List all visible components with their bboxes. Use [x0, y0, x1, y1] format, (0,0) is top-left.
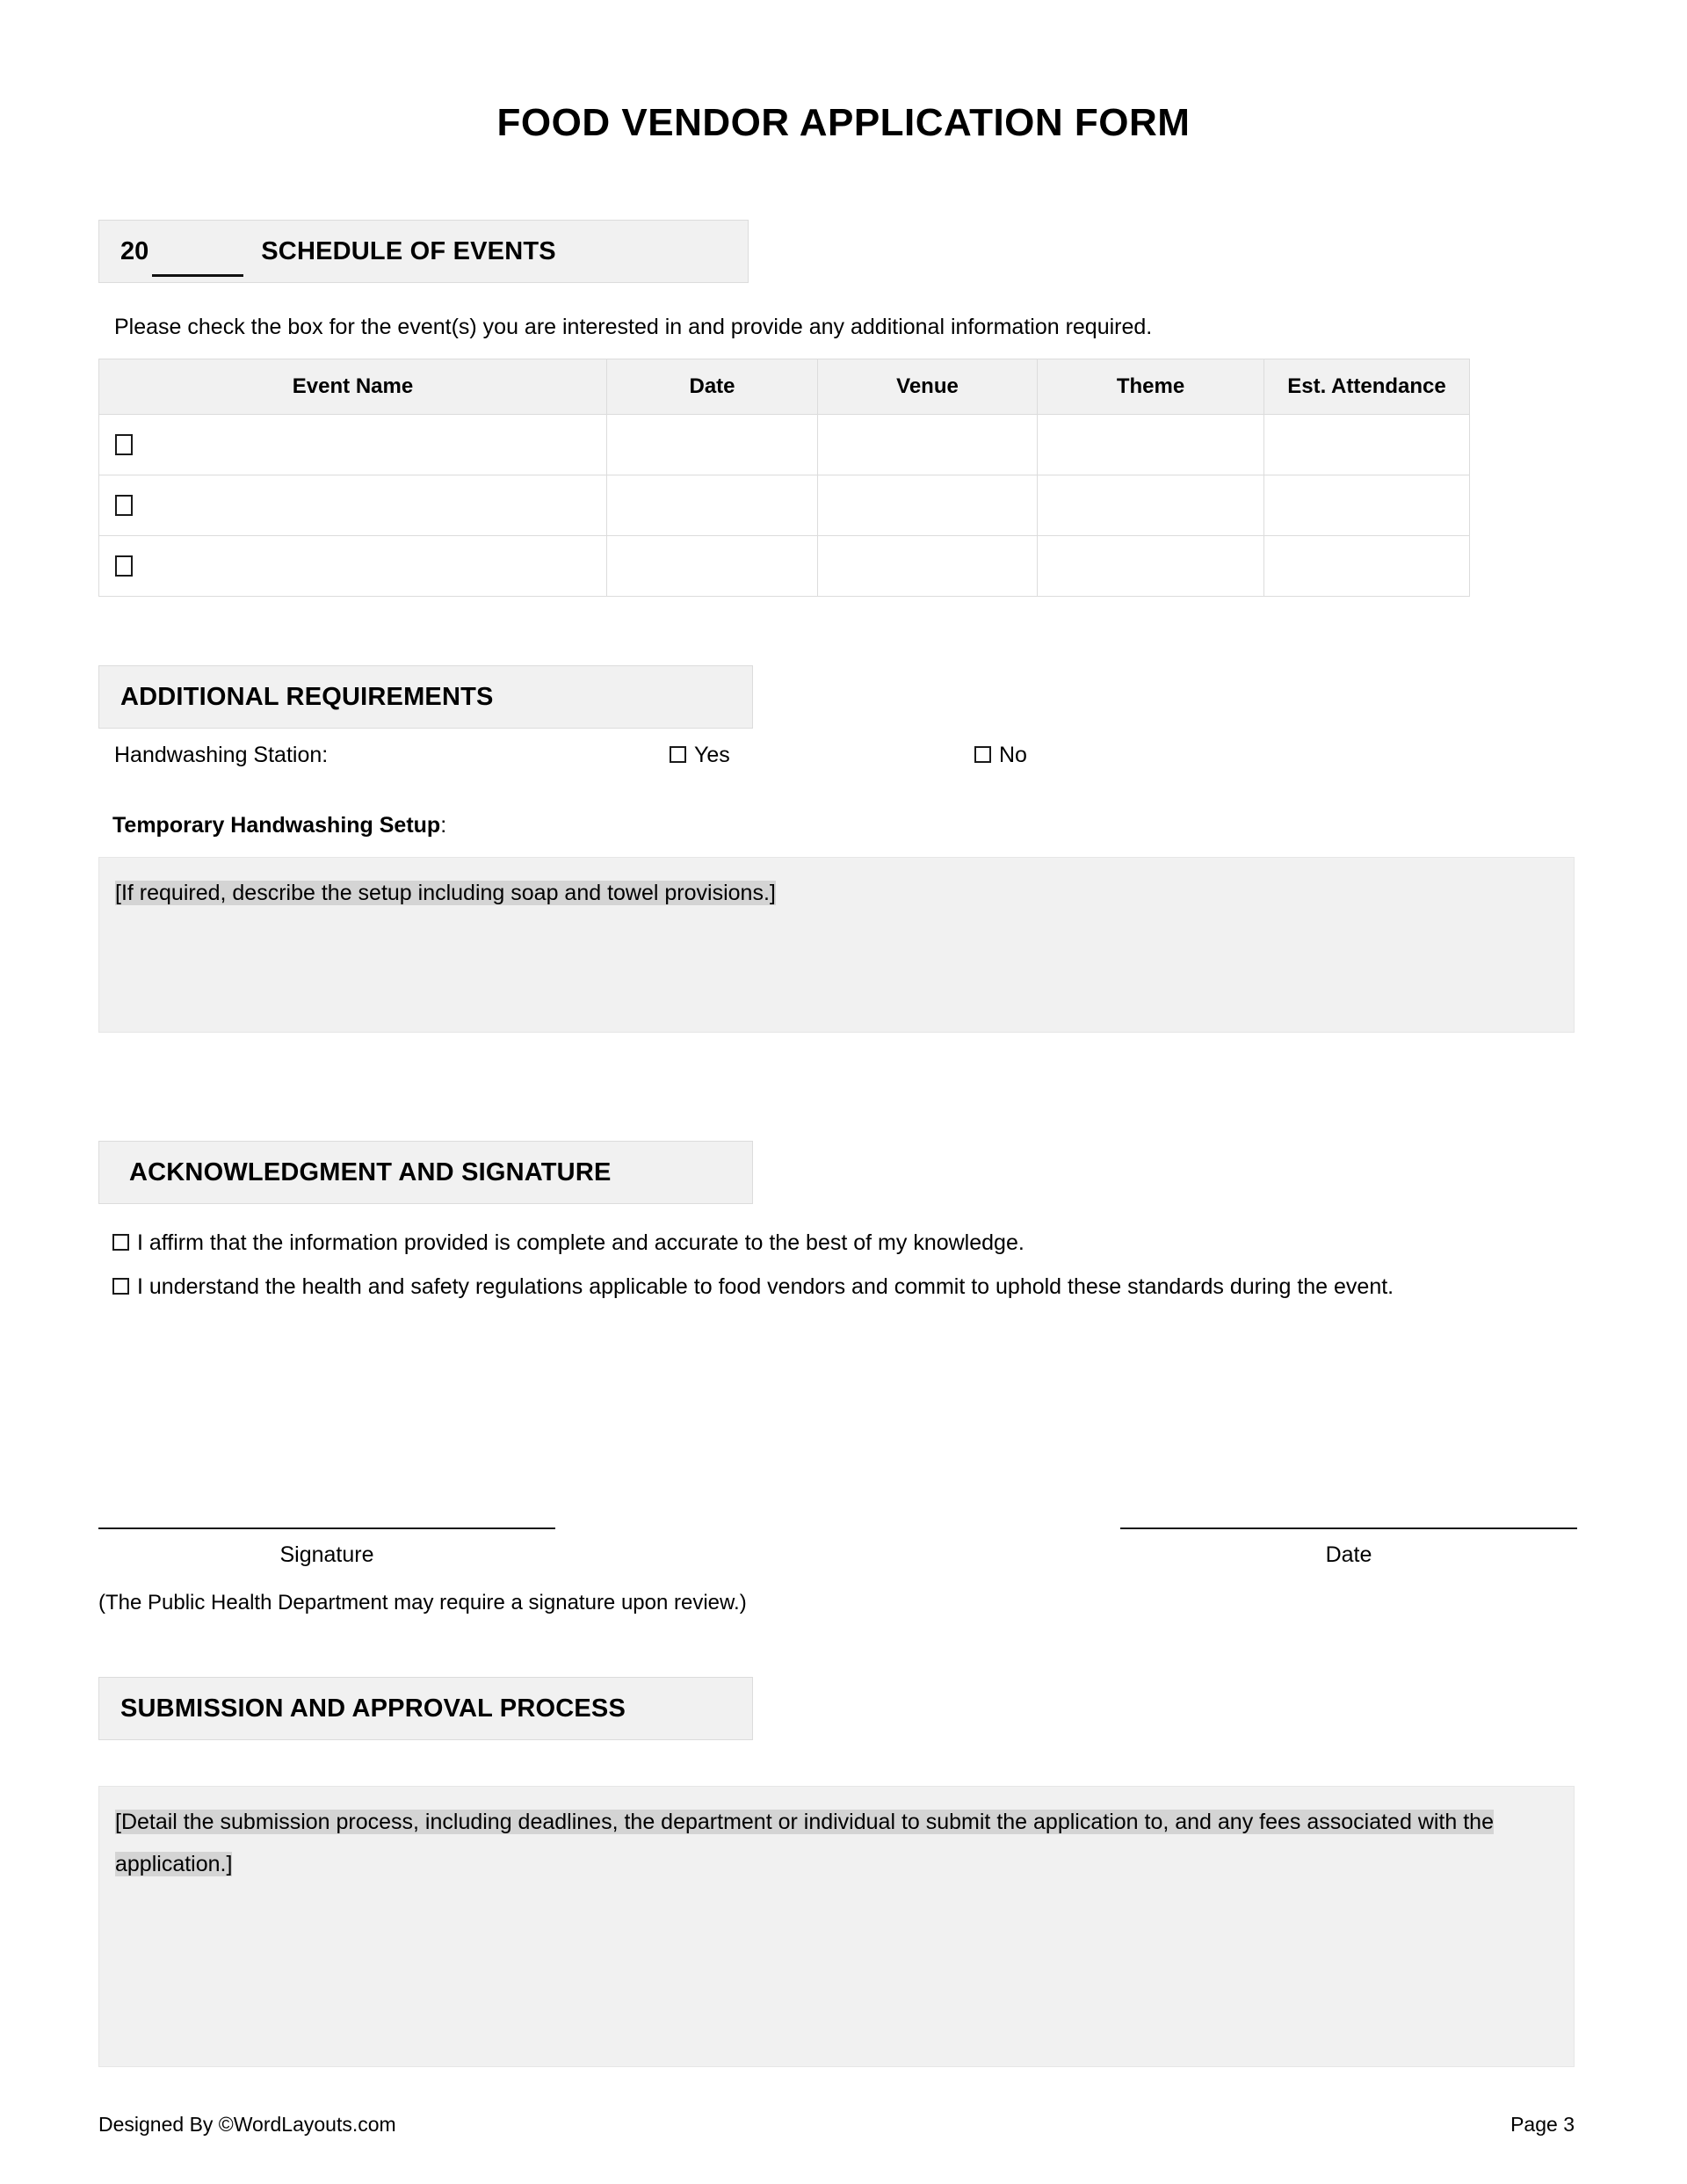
event-select-checkbox[interactable]: [115, 495, 133, 516]
acknowledgment-checkbox-1[interactable]: [112, 1234, 129, 1251]
handwashing-no-option[interactable]: [974, 743, 1027, 768]
cell-date[interactable]: [607, 475, 818, 536]
column-header-venue: Venue: [818, 359, 1038, 415]
section-header-submission-and-approval-process: [98, 1677, 753, 1740]
handwashing-yes-label: Yes: [694, 743, 730, 767]
cell-est-attendance[interactable]: [1264, 415, 1470, 475]
event-select-checkbox[interactable]: [115, 555, 133, 577]
acknowledgment-statement-1-text: I affirm that the information provided is complete and accurate to the best of my knowledge.: [137, 1230, 1025, 1255]
cell-event-name[interactable]: [99, 536, 607, 597]
cell-est-attendance[interactable]: [1264, 536, 1470, 597]
handwashing-no-checkbox[interactable]: [974, 746, 991, 763]
handwashing-setup-placeholder-wrap: [115, 872, 1549, 914]
section-header-additional-requirements: [98, 665, 753, 729]
table-row: [99, 415, 1470, 475]
section-header-schedule-of-events: [98, 220, 749, 283]
cell-venue[interactable]: [818, 475, 1038, 536]
cell-event-name[interactable]: [99, 415, 607, 475]
signature-note: (The Public Health Department may require a signature upon review.): [98, 1591, 747, 1614]
cell-date[interactable]: [607, 415, 818, 475]
column-header-est-attendance: Est. Attendance: [1264, 359, 1470, 415]
cell-theme[interactable]: [1038, 536, 1264, 597]
column-header-event-name: Event Name: [99, 359, 607, 415]
column-header-date: Date: [607, 359, 818, 415]
section-title-submission-and-approval-process: SUBMISSION AND APPROVAL PROCESS: [120, 1694, 626, 1723]
cell-theme[interactable]: [1038, 415, 1264, 475]
table-row: [99, 475, 1470, 536]
year-blank-field[interactable]: [152, 248, 243, 277]
temporary-handwashing-setup-colon: :: [440, 813, 447, 838]
events-table: [98, 359, 1470, 597]
acknowledgment-statement-1[interactable]: [112, 1222, 1510, 1264]
acknowledgment-statement-2[interactable]: [112, 1266, 1510, 1308]
acknowledgment-statement-2-text: I understand the health and safety regulations applicable to food vendors and commit to uphold these standards during the event.: [137, 1274, 1394, 1299]
column-header-theme: Theme: [1038, 359, 1264, 415]
page-title: FOOD VENDOR APPLICATION FORM: [496, 101, 1191, 144]
cell-event-name[interactable]: [99, 475, 607, 536]
date-label: Date: [1325, 1542, 1372, 1567]
handwashing-yes-checkbox[interactable]: [670, 746, 686, 763]
cell-venue[interactable]: [818, 536, 1038, 597]
section-header-acknowledgment-and-signature: [98, 1141, 753, 1204]
submission-process-textarea[interactable]: [98, 1786, 1575, 2067]
section-title-schedule-of-events: SCHEDULE OF EVENTS: [261, 236, 556, 265]
event-select-checkbox[interactable]: [115, 434, 133, 455]
handwashing-setup-placeholder: [If required, describe the setup including soap and towel provisions.]: [115, 881, 776, 905]
date-line[interactable]: [1120, 1527, 1577, 1529]
cell-venue[interactable]: [818, 415, 1038, 475]
signature-line[interactable]: [98, 1527, 555, 1529]
submission-placeholder: [Detail the submission process, including deadlines, the department or individual to submit the application to, and any fees associated with the application.]: [115, 1810, 1494, 1876]
handwashing-yes-option[interactable]: [670, 743, 730, 768]
section-title-acknowledgment-and-signature: ACKNOWLEDGMENT AND SIGNATURE: [129, 1157, 612, 1186]
submission-placeholder-wrap: [115, 1801, 1549, 1885]
signature-label: Signature: [279, 1542, 374, 1567]
temporary-handwashing-setup-label: [112, 813, 446, 838]
section-title-additional-requirements: ADDITIONAL REQUIREMENTS: [120, 682, 494, 711]
year-prefix: 20: [120, 236, 149, 265]
handwashing-setup-textarea[interactable]: [98, 857, 1575, 1033]
cell-date[interactable]: [607, 536, 818, 597]
cell-theme[interactable]: [1038, 475, 1264, 536]
footer-credit: Designed By ©WordLayouts.com: [98, 2113, 396, 2136]
handwashing-no-label: No: [999, 743, 1027, 767]
acknowledgment-checkbox-2[interactable]: [112, 1278, 129, 1295]
table-row: [99, 536, 1470, 597]
temporary-handwashing-setup-text: Temporary Handwashing Setup: [112, 813, 441, 838]
handwashing-station-label: Handwashing Station:: [114, 743, 329, 767]
events-table-header-row: [99, 359, 1470, 415]
schedule-instruction-text: Please check the box for the event(s) you are interested in and provide any additional information required.: [114, 315, 1153, 339]
acknowledgment-statements: [112, 1222, 1510, 1310]
footer-page-number: Page 3: [1510, 2113, 1575, 2136]
cell-est-attendance[interactable]: [1264, 475, 1470, 536]
